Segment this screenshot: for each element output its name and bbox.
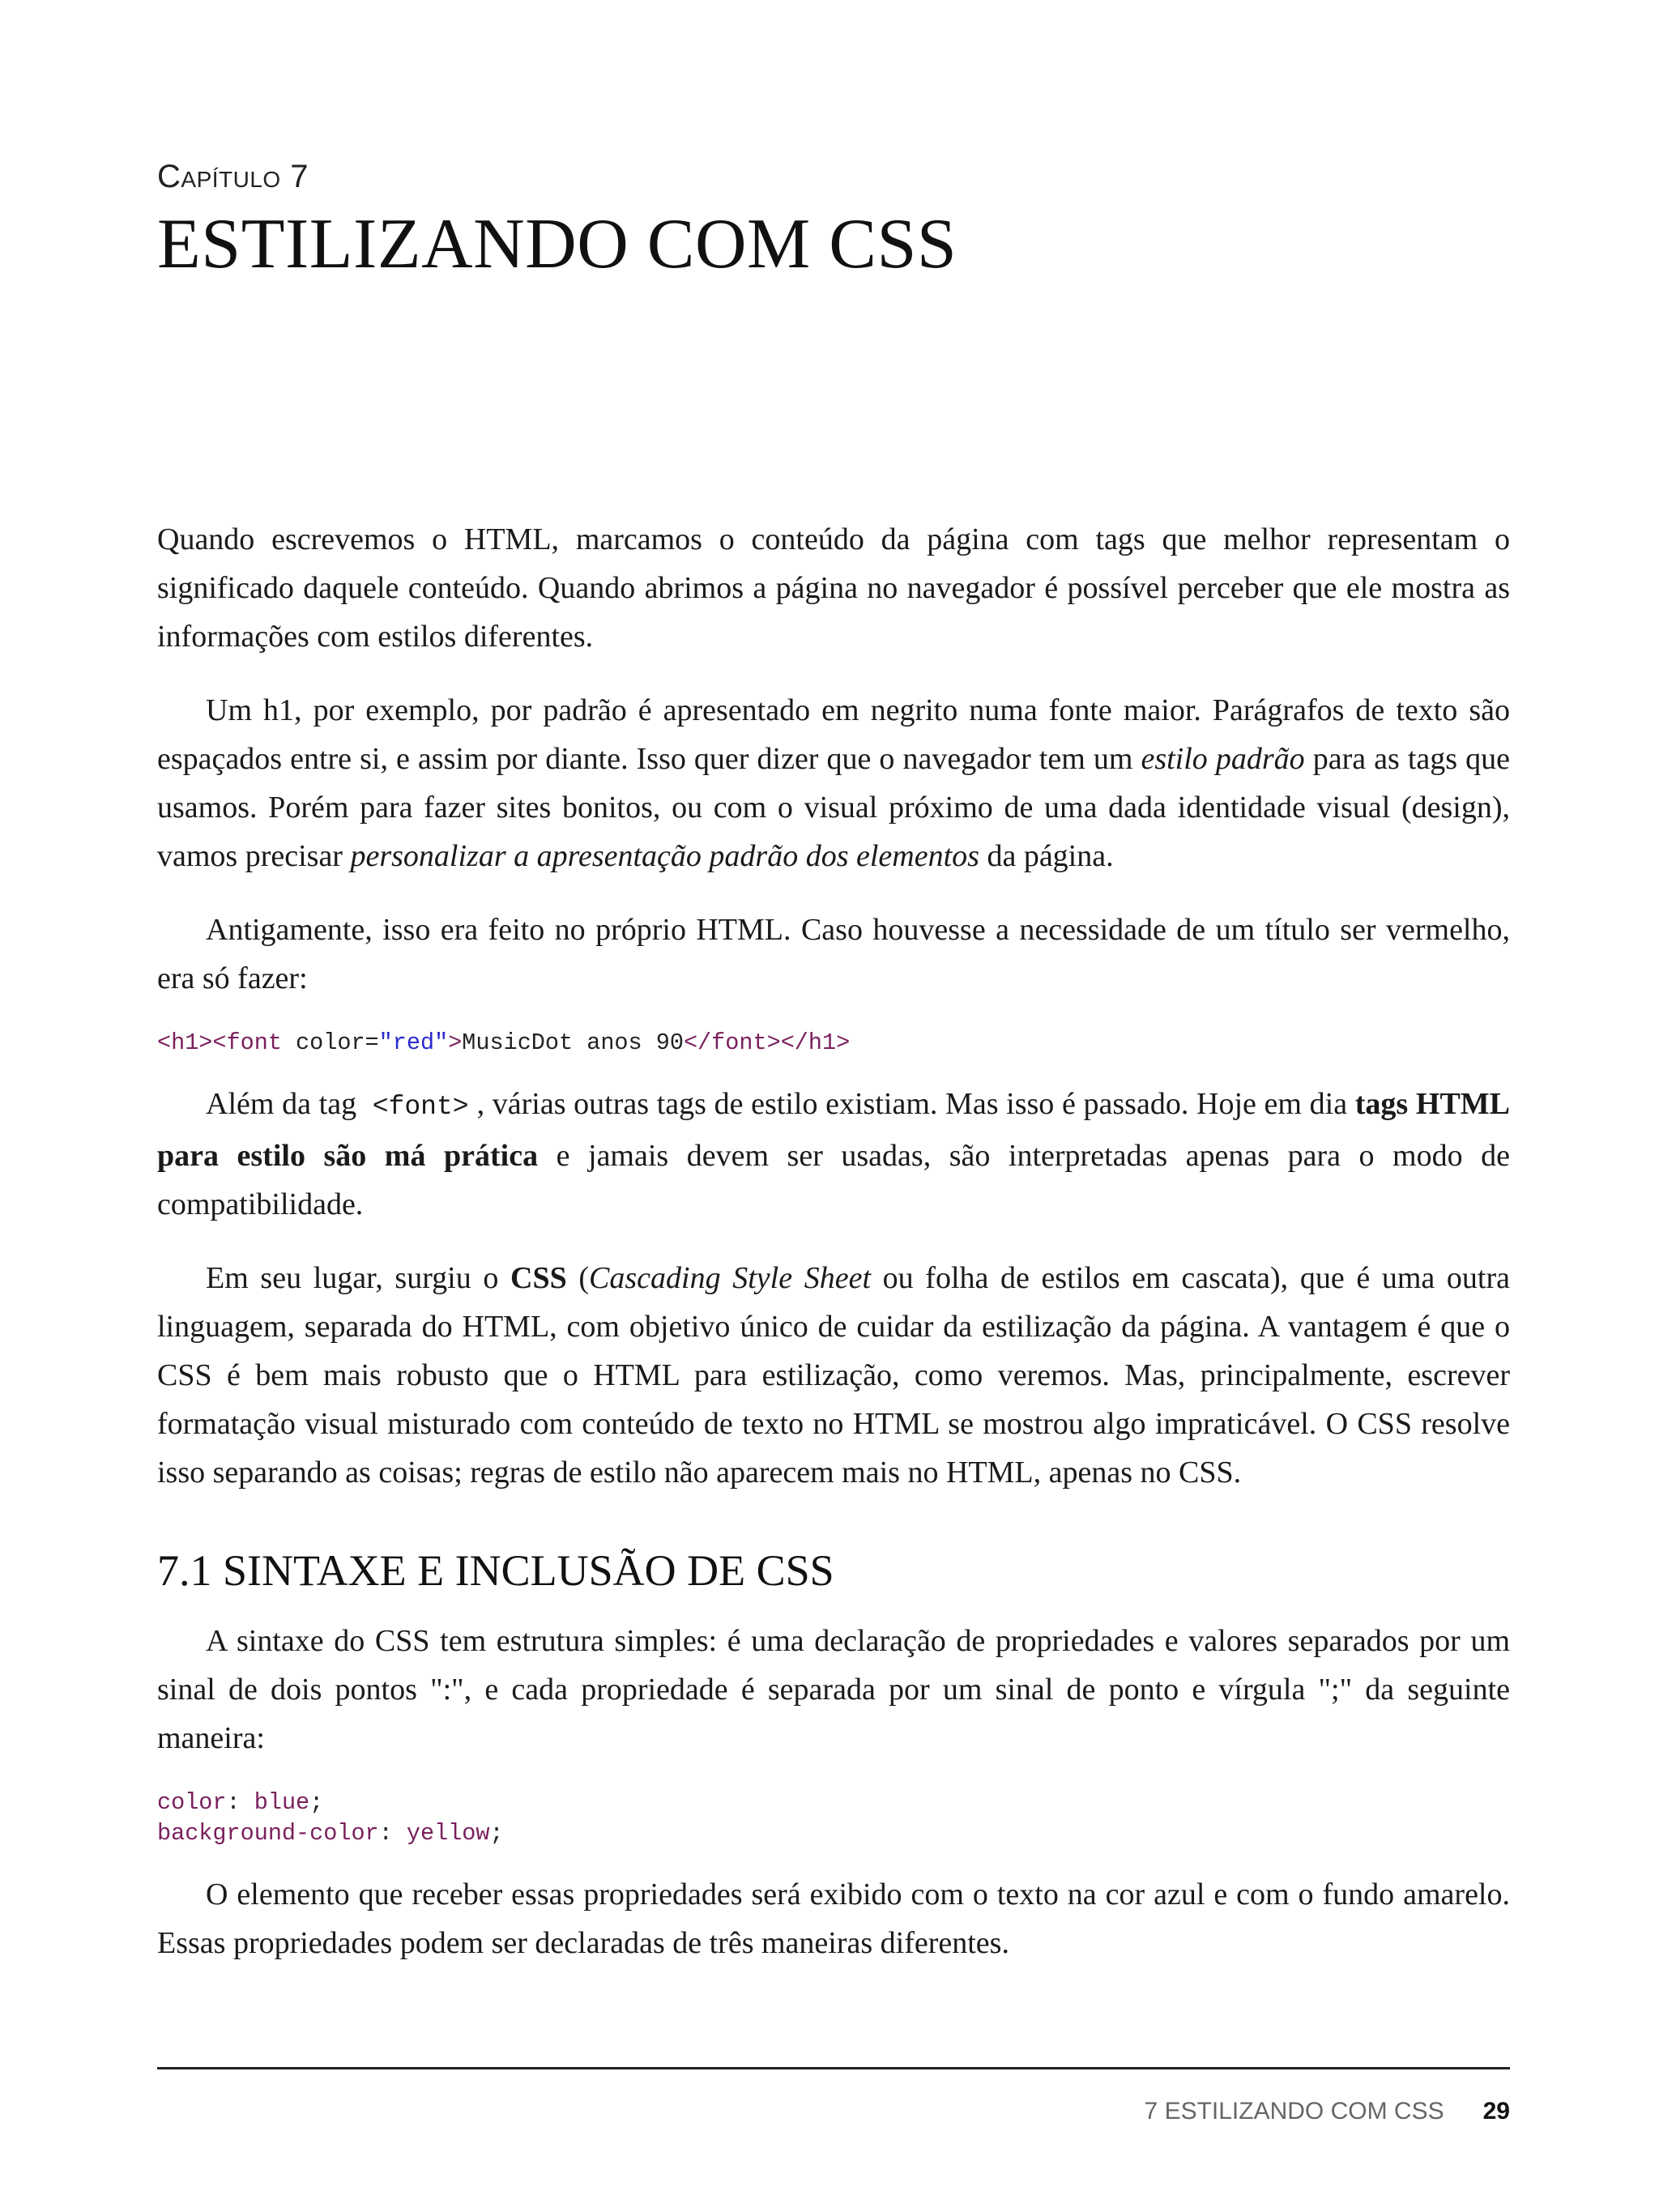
paragraph-css-intro <box>157 1254 1510 1497</box>
paragraph-font-tag <box>157 1080 1510 1229</box>
document-page <box>157 0 1510 2212</box>
footer-divider <box>157 2067 1510 2069</box>
code-token: MusicDot anos 90 <box>462 1029 684 1056</box>
code-token: <h1> <box>157 1029 213 1056</box>
paragraph-text: , várias outras tags de estilo existiam. Mas isso é passado. Hoje em dia <box>476 1087 1355 1121</box>
paragraph-text: Em seu lugar, surgiu o <box>206 1261 511 1295</box>
paragraph-text: ( <box>566 1261 590 1295</box>
code-token: background-color <box>157 1820 379 1847</box>
code-token: <font <box>212 1029 282 1056</box>
chapter-title: ESTILIZANDO COM CSS <box>157 205 957 283</box>
paragraph-antigamente: Antigamente, isso era feito no próprio HTML. Caso houvesse a necessidade de um título ser vermelho, era só fazer: <box>157 913 1510 995</box>
paragraph-text: ou folha de estilos em cascata), que é uma outra linguagem, separada do HTML, com objetivo único de cuidar da estilização da página. A vantagem é que o CSS é bem mais robusto que o HTML para estilização, como veremos. Mas, principalmente, escrever formatação visual misturado com conteúdo de texto no HTML se mostrou algo impraticável. O CSS resolve isso separando as coisas; regras de estilo não aparecem mais no HTML, apenas no CSS. <box>157 1261 1510 1490</box>
running-title: 7 ESTILIZANDO COM CSS <box>1144 2098 1444 2125</box>
paragraph-text: Além da tag <box>206 1087 365 1121</box>
paragraph-syntax: A sintaxe do CSS tem estrutura simples: é uma declaração de propriedades e valores separados por um sinal de dois pontos ":", e cada propriedade é separada por um sinal de ponto e vírgula ";" da seguinte maneira: <box>157 1624 1510 1755</box>
paragraph-result: O elemento que receber essas propriedades será exibido com o texto na cor azul e com o fundo amarelo. Essas propriedades podem ser declaradas de três maneiras diferentes. <box>157 1877 1510 1960</box>
paragraph-text: Um h1, por exemplo, por padrão é apresentado em negrito numa fonte maior. Parágrafos de texto são espaçados entre si, e assim por diante. Isso quer dizer que o navegador tem um <box>157 693 1510 776</box>
section-heading: 7.1 SINTAXE E INCLUSÃO DE CSS <box>157 1546 834 1595</box>
strong-css: CSS <box>510 1261 567 1295</box>
chapter-body <box>157 515 1510 1993</box>
emphasis-cascading-style-sheet: Cascading Style Sheet <box>589 1261 872 1295</box>
paragraph-default-style <box>157 686 1510 880</box>
paragraph-text: e jamais devem ser usadas, são interpretadas apenas para o modo de compatibilidade. <box>157 1139 1510 1221</box>
chapter-label: Capítulo 7 <box>157 159 309 194</box>
code-token: blue <box>254 1789 310 1816</box>
code-token: </h1> <box>780 1029 851 1056</box>
page-footer <box>1145 2098 1510 2125</box>
paragraph-text: para as tags que usamos. Porém para fazer sites bonitos, ou com o visual próximo de uma dada identidade visual (design), vamos precisar <box>157 742 1510 873</box>
paragraph-intro: Quando escrevemos o HTML, marcamos o conteúdo da página com tags que melhor representam o significado daquele conteúdo. Quando abrimos a página no navegador é possível perceber que ele mostra as informações com estilos diferentes. <box>157 522 1510 654</box>
code-block-font-tag <box>157 1028 1510 1059</box>
code-block-css: color: blue; background-color: yellow; <box>157 1789 504 1847</box>
code-token: yellow <box>406 1820 490 1847</box>
strong-bad-practice: tags HTML para estilo são má prática <box>157 1087 1510 1173</box>
page-number: 29 <box>1482 2098 1510 2125</box>
inline-code-font: <font> <box>372 1092 469 1122</box>
emphasis-personalizar: personalizar a apresentação padrão dos elementos <box>350 839 979 873</box>
emphasis-estilo-padrao: estilo padrão <box>1141 742 1305 776</box>
code-token: > <box>448 1029 463 1056</box>
paragraph-text: da página. <box>979 839 1114 873</box>
code-token: "red" <box>378 1029 449 1056</box>
code-token: color <box>157 1789 227 1816</box>
code-token: color= <box>281 1029 379 1056</box>
code-token: </font> <box>683 1029 781 1056</box>
